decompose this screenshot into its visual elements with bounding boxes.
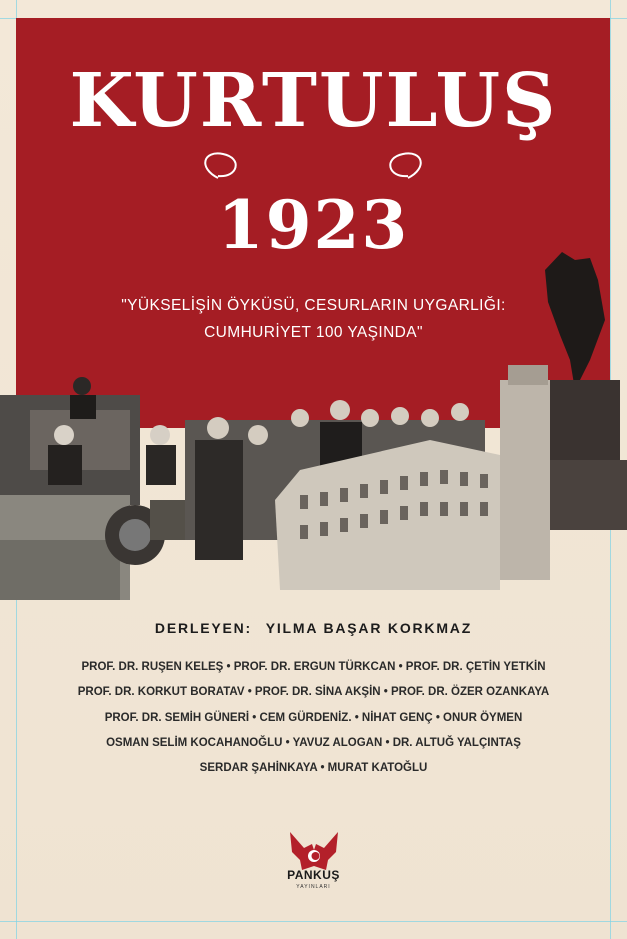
publisher-subtitle: YAYINLARI xyxy=(296,884,331,890)
cover-title: KURTULUŞ xyxy=(69,58,558,144)
cover-subtitle-line2: CUMHURİYET 100 YAŞINDA" xyxy=(204,324,423,341)
author-list xyxy=(0,655,627,781)
author-line: PROF. DR. SEMİH GÜNERİ • CEM GÜRDENİZ. • NİHAT GENÇ • ONUR ÖYMEN xyxy=(104,711,523,724)
author-line: OSMAN SELİM KOCAHANOĞLU • YAVUZ ALOGAN • DR. ALTUĞ YALÇINTAŞ xyxy=(106,736,521,749)
cover-subtitle-line1: "YÜKSELİŞİN ÖYKÜSÜ, CESURLARIN UYGARLIĞI: xyxy=(121,297,506,314)
print-guide xyxy=(0,921,627,922)
cover-year: 1923 xyxy=(217,186,410,264)
editor-credit xyxy=(0,620,627,636)
author-line: PROF. DR. RUŞEN KELEŞ • PROF. DR. ERGUN TÜRKCAN • PROF. DR. ÇETİN YETKİN xyxy=(81,661,546,673)
publisher-name: PANKUŞ xyxy=(287,868,340,882)
author-line: SERDAR ŞAHİNKAYA • MURAT KATOĞLU xyxy=(199,762,428,775)
author-line: PROF. DR. KORKUT BORATAV • PROF. DR. SİNA AKŞİN • PROF. DR. ÖZER OZANKAYA xyxy=(77,686,550,699)
historical-photo-collage xyxy=(0,240,627,600)
editor-label: DERLEYEN: xyxy=(154,620,253,636)
editor-name: YILMA BAŞAR KORKMAZ xyxy=(265,620,473,636)
